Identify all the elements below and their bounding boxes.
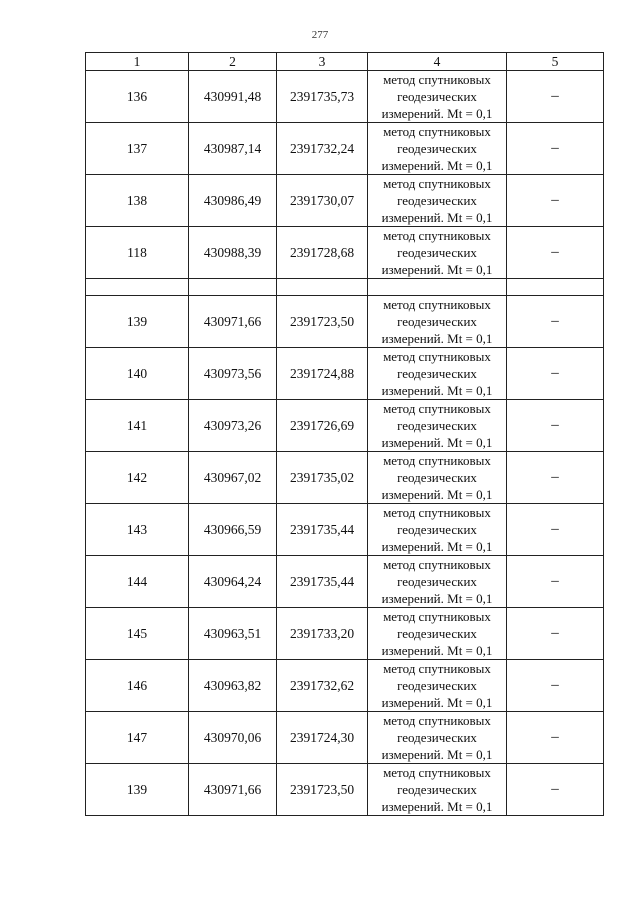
table-row bbox=[86, 764, 604, 816]
note-cell: – bbox=[507, 348, 604, 400]
method-cell: метод спутниковых геодезических измерений. Mt = 0,1 bbox=[368, 608, 507, 660]
y-coordinate-cell: 2391733,20 bbox=[277, 608, 368, 660]
note-cell: – bbox=[507, 452, 604, 504]
method-cell: метод спутниковых геодезических измерений. Mt = 0,1 bbox=[368, 452, 507, 504]
table-row bbox=[86, 608, 604, 660]
table-row bbox=[86, 660, 604, 712]
x-coordinate-cell: 430963,51 bbox=[189, 608, 277, 660]
y-coordinate-cell: 2391735,44 bbox=[277, 504, 368, 556]
y-coordinate-cell: 2391735,44 bbox=[277, 556, 368, 608]
table-row bbox=[86, 296, 604, 348]
point-cell: 141 bbox=[86, 400, 189, 452]
blank-cell bbox=[507, 279, 604, 296]
method-cell: метод спутниковых геодезических измерений. Mt = 0,1 bbox=[368, 296, 507, 348]
y-coordinate-cell: 2391735,73 bbox=[277, 71, 368, 123]
point-cell: 139 bbox=[86, 296, 189, 348]
table-body bbox=[86, 71, 604, 816]
point-cell: 136 bbox=[86, 71, 189, 123]
method-cell: метод спутниковых геодезических измерений. Mt = 0,1 bbox=[368, 71, 507, 123]
column-header-1: 1 bbox=[86, 53, 189, 71]
method-cell: метод спутниковых геодезических измерений. Mt = 0,1 bbox=[368, 712, 507, 764]
blank-cell bbox=[277, 279, 368, 296]
note-cell: – bbox=[507, 71, 604, 123]
note-cell: – bbox=[507, 175, 604, 227]
note-cell: – bbox=[507, 608, 604, 660]
x-coordinate-cell: 430988,39 bbox=[189, 227, 277, 279]
point-cell: 146 bbox=[86, 660, 189, 712]
table-row bbox=[86, 175, 604, 227]
table-header bbox=[86, 53, 604, 71]
y-coordinate-cell: 2391735,02 bbox=[277, 452, 368, 504]
table-row bbox=[86, 400, 604, 452]
x-coordinate-cell: 430986,49 bbox=[189, 175, 277, 227]
method-cell: метод спутниковых геодезических измерений. Mt = 0,1 bbox=[368, 556, 507, 608]
x-coordinate-cell: 430963,82 bbox=[189, 660, 277, 712]
note-cell: – bbox=[507, 556, 604, 608]
table-row bbox=[86, 348, 604, 400]
x-coordinate-cell: 430971,66 bbox=[189, 296, 277, 348]
method-cell: метод спутниковых геодезических измерений. Mt = 0,1 bbox=[368, 660, 507, 712]
note-cell: – bbox=[507, 296, 604, 348]
note-cell: – bbox=[507, 712, 604, 764]
column-header-4: 4 bbox=[368, 53, 507, 71]
point-cell: 142 bbox=[86, 452, 189, 504]
point-cell: 139 bbox=[86, 764, 189, 816]
point-cell: 144 bbox=[86, 556, 189, 608]
x-coordinate-cell: 430987,14 bbox=[189, 123, 277, 175]
y-coordinate-cell: 2391724,30 bbox=[277, 712, 368, 764]
x-coordinate-cell: 430970,06 bbox=[189, 712, 277, 764]
column-header-5: 5 bbox=[507, 53, 604, 71]
x-coordinate-cell: 430966,59 bbox=[189, 504, 277, 556]
y-coordinate-cell: 2391724,88 bbox=[277, 348, 368, 400]
note-cell: – bbox=[507, 504, 604, 556]
y-coordinate-cell: 2391728,68 bbox=[277, 227, 368, 279]
blank-cell bbox=[86, 279, 189, 296]
coordinates-table bbox=[85, 52, 604, 816]
x-coordinate-cell: 430973,26 bbox=[189, 400, 277, 452]
point-cell: 118 bbox=[86, 227, 189, 279]
y-coordinate-cell: 2391726,69 bbox=[277, 400, 368, 452]
note-cell: – bbox=[507, 400, 604, 452]
x-coordinate-cell: 430991,48 bbox=[189, 71, 277, 123]
y-coordinate-cell: 2391723,50 bbox=[277, 296, 368, 348]
method-cell: метод спутниковых геодезических измерений. Mt = 0,1 bbox=[368, 175, 507, 227]
y-coordinate-cell: 2391723,50 bbox=[277, 764, 368, 816]
table-row bbox=[86, 227, 604, 279]
note-cell: – bbox=[507, 123, 604, 175]
method-cell: метод спутниковых геодезических измерений. Mt = 0,1 bbox=[368, 400, 507, 452]
y-coordinate-cell: 2391732,24 bbox=[277, 123, 368, 175]
x-coordinate-cell: 430971,66 bbox=[189, 764, 277, 816]
point-cell: 143 bbox=[86, 504, 189, 556]
page-number: 277 bbox=[311, 29, 329, 41]
x-coordinate-cell: 430967,02 bbox=[189, 452, 277, 504]
table-row bbox=[86, 123, 604, 175]
x-coordinate-cell: 430973,56 bbox=[189, 348, 277, 400]
blank-separator-row bbox=[86, 279, 604, 296]
method-cell: метод спутниковых геодезических измерений. Mt = 0,1 bbox=[368, 764, 507, 816]
table-row bbox=[86, 712, 604, 764]
point-cell: 140 bbox=[86, 348, 189, 400]
method-cell: метод спутниковых геодезических измерений. Mt = 0,1 bbox=[368, 504, 507, 556]
note-cell: – bbox=[507, 660, 604, 712]
table-row bbox=[86, 71, 604, 123]
point-cell: 147 bbox=[86, 712, 189, 764]
point-cell: 145 bbox=[86, 608, 189, 660]
blank-cell bbox=[368, 279, 507, 296]
method-cell: метод спутниковых геодезических измерений. Mt = 0,1 bbox=[368, 123, 507, 175]
header-row bbox=[86, 53, 604, 71]
point-cell: 138 bbox=[86, 175, 189, 227]
column-header-3: 3 bbox=[277, 53, 368, 71]
blank-cell bbox=[189, 279, 277, 296]
x-coordinate-cell: 430964,24 bbox=[189, 556, 277, 608]
y-coordinate-cell: 2391732,62 bbox=[277, 660, 368, 712]
method-cell: метод спутниковых геодезических измерений. Mt = 0,1 bbox=[368, 348, 507, 400]
table-row bbox=[86, 504, 604, 556]
point-cell: 137 bbox=[86, 123, 189, 175]
table-row bbox=[86, 556, 604, 608]
note-cell: – bbox=[507, 227, 604, 279]
y-coordinate-cell: 2391730,07 bbox=[277, 175, 368, 227]
column-header-2: 2 bbox=[189, 53, 277, 71]
note-cell: – bbox=[507, 764, 604, 816]
table-row bbox=[86, 452, 604, 504]
method-cell: метод спутниковых геодезических измерений. Mt = 0,1 bbox=[368, 227, 507, 279]
